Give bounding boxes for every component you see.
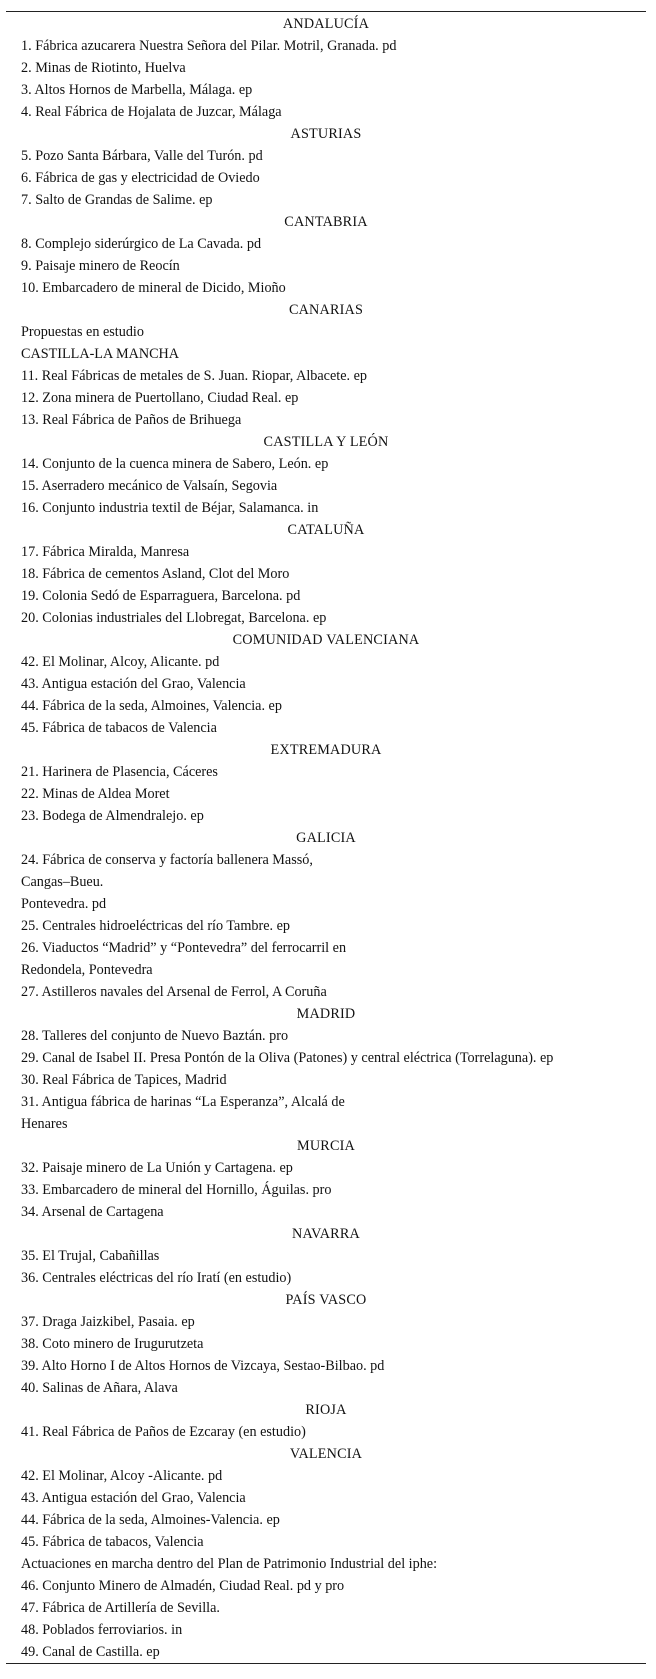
region-heading: GALICIA bbox=[296, 830, 356, 846]
table-row: 18. Fábrica de cementos Asland, Clot del Moro bbox=[21, 566, 290, 582]
table-row: 4. Real Fábrica de Hojalata de Juzcar, Málaga bbox=[21, 104, 282, 120]
table-row: 22. Minas de Aldea Moret bbox=[21, 786, 170, 802]
region-heading: CANARIAS bbox=[288, 302, 364, 318]
region-heading: COMUNIDAD VALENCIANA bbox=[232, 632, 420, 648]
table-row: 19. Colonia Sedó de Esparraguera, Barcelona. pd bbox=[21, 588, 301, 604]
table-row: 24. Fábrica de conserva y factoría ballenera Massó, bbox=[21, 852, 313, 868]
table-row: 34. Arsenal de Cartagena bbox=[21, 1204, 164, 1220]
table-row: 17. Fábrica Miralda, Manresa bbox=[21, 544, 190, 560]
table-row: 27. Astilleros navales del Arsenal de Ferrol, A Coruña bbox=[21, 984, 327, 1000]
region-heading: VALENCIA bbox=[289, 1446, 363, 1462]
table-row: 43. Antigua estación del Grao, Valencia bbox=[21, 1490, 246, 1506]
table-row: 16. Conjunto industria textil de Béjar, Salamanca. in bbox=[21, 500, 319, 516]
table-row: 28. Talleres del conjunto de Nuevo Baztán. pro bbox=[21, 1028, 289, 1044]
table-row: CASTILLA-LA MANCHA bbox=[21, 346, 180, 362]
region-heading: MURCIA bbox=[297, 1138, 355, 1154]
table-row: 44. Fábrica de la seda, Almoines, Valencia. ep bbox=[21, 698, 282, 714]
table-row: 40. Salinas de Añara, Alava bbox=[21, 1380, 178, 1396]
region-heading: MADRID bbox=[296, 1006, 356, 1022]
region-heading: ANDALUCÍA bbox=[282, 16, 370, 32]
table-row: 14. Conjunto de la cuenca minera de Sabero, León. ep bbox=[21, 456, 329, 472]
table-row: 3. Altos Hornos de Marbella, Málaga. ep bbox=[21, 82, 253, 98]
table-row: Pontevedra. pd bbox=[21, 896, 107, 912]
table-row: 49. Canal de Castilla. ep bbox=[21, 1644, 160, 1660]
table-row: Propuestas en estudio bbox=[21, 324, 144, 340]
table-row: 13. Real Fábrica de Paños de Brihuega bbox=[21, 412, 242, 428]
table-row: 47. Fábrica de Artillería de Sevilla. bbox=[21, 1600, 220, 1616]
region-heading: CATALUÑA bbox=[287, 522, 365, 538]
table-row: 29. Canal de Isabel II. Presa Pontón de la Oliva (Patones) y central eléctrica (Torrelaguna). ep bbox=[21, 1050, 554, 1066]
table-row: 15. Aserradero mecánico de Valsaín, Segovia bbox=[21, 478, 278, 494]
region-heading: NAVARRA bbox=[292, 1226, 360, 1242]
table-row: 35. El Trujal, Cabañillas bbox=[21, 1248, 160, 1264]
table-row: Redondela, Pontevedra bbox=[21, 962, 153, 978]
table-row: 9. Paisaje minero de Reocín bbox=[21, 258, 180, 274]
region-heading: CANTABRIA bbox=[284, 214, 368, 230]
table-row: 45. Fábrica de tabacos de Valencia bbox=[21, 720, 217, 736]
table-row: Actuaciones en marcha dentro del Plan de Patrimonio Industrial del iphe: bbox=[21, 1556, 438, 1572]
table-row: 10. Embarcadero de mineral de Dicido, Mioño bbox=[21, 280, 286, 296]
table-row: 11. Real Fábricas de metales de S. Juan. Riopar, Albacete. ep bbox=[21, 368, 367, 384]
table-row: 21. Harinera de Plasencia, Cáceres bbox=[21, 764, 218, 780]
table-row: 45. Fábrica de tabacos, Valencia bbox=[21, 1534, 204, 1550]
table-row: 41. Real Fábrica de Paños de Ezcaray (en estudio) bbox=[21, 1424, 306, 1440]
region-heading: EXTREMADURA bbox=[270, 742, 382, 758]
table-row: 5. Pozo Santa Bárbara, Valle del Turón. pd bbox=[21, 148, 263, 164]
region-heading: CASTILLA Y LEÓN bbox=[263, 434, 389, 450]
table-row: 44. Fábrica de la seda, Almoines-Valencia. ep bbox=[21, 1512, 280, 1528]
table-row: 48. Poblados ferroviarios. in bbox=[21, 1622, 183, 1638]
table-row: 31. Antigua fábrica de harinas “La Esperanza”, Alcalá de bbox=[21, 1094, 345, 1110]
table-row: 30. Real Fábrica de Tapices, Madrid bbox=[21, 1072, 227, 1088]
region-heading: PAÍS VASCO bbox=[285, 1292, 367, 1308]
table-row: 42. El Molinar, Alcoy -Alicante. pd bbox=[21, 1468, 223, 1484]
table-row: 37. Draga Jaizkibel, Pasaia. ep bbox=[21, 1314, 195, 1330]
table-row: 42. El Molinar, Alcoy, Alicante. pd bbox=[21, 654, 220, 670]
table-row: 7. Salto de Grandas de Salime. ep bbox=[21, 192, 213, 208]
table-row: 43. Antigua estación del Grao, Valencia bbox=[21, 676, 246, 692]
table-row: 38. Coto minero de Irugurutzeta bbox=[21, 1336, 204, 1352]
table-row: 23. Bodega de Almendralejo. ep bbox=[21, 808, 204, 824]
table-row: Cangas–Bueu. bbox=[21, 874, 104, 890]
table-row: 39. Alto Horno I de Altos Hornos de Vizcaya, Sestao-Bilbao. pd bbox=[21, 1358, 385, 1374]
table-row: 33. Embarcadero de mineral del Hornillo, Águilas. pro bbox=[21, 1182, 332, 1198]
table-row: 32. Paisaje minero de La Unión y Cartagena. ep bbox=[21, 1160, 293, 1176]
table-row: 36. Centrales eléctricas del río Iratí (en estudio) bbox=[21, 1270, 292, 1286]
table-row: Henares bbox=[21, 1116, 68, 1132]
table-row: 46. Conjunto Minero de Almadén, Ciudad Real. pd y pro bbox=[21, 1578, 345, 1594]
table-row: 8. Complejo siderúrgico de La Cavada. pd bbox=[21, 236, 262, 252]
table-row: 6. Fábrica de gas y electricidad de Oviedo bbox=[21, 170, 260, 186]
table-row: 26. Viaductos “Madrid” y “Pontevedra” del ferrocarril en bbox=[21, 940, 347, 956]
table-row: 12. Zona minera de Puertollano, Ciudad Real. ep bbox=[21, 390, 299, 406]
table-rows bbox=[6, 12, 646, 1663]
region-heading: ASTURIAS bbox=[290, 126, 362, 142]
region-heading: RIOJA bbox=[305, 1402, 347, 1418]
table-row: 25. Centrales hidroeléctricas del río Tambre. ep bbox=[21, 918, 290, 934]
table-row: 2. Minas de Riotinto, Huelva bbox=[21, 60, 186, 76]
heritage-table bbox=[6, 11, 646, 1664]
table-row: 1. Fábrica azucarera Nuestra Señora del Pilar. Motril, Granada. pd bbox=[21, 38, 397, 54]
table-row: 20. Colonias industriales del Llobregat, Barcelona. ep bbox=[21, 610, 327, 626]
